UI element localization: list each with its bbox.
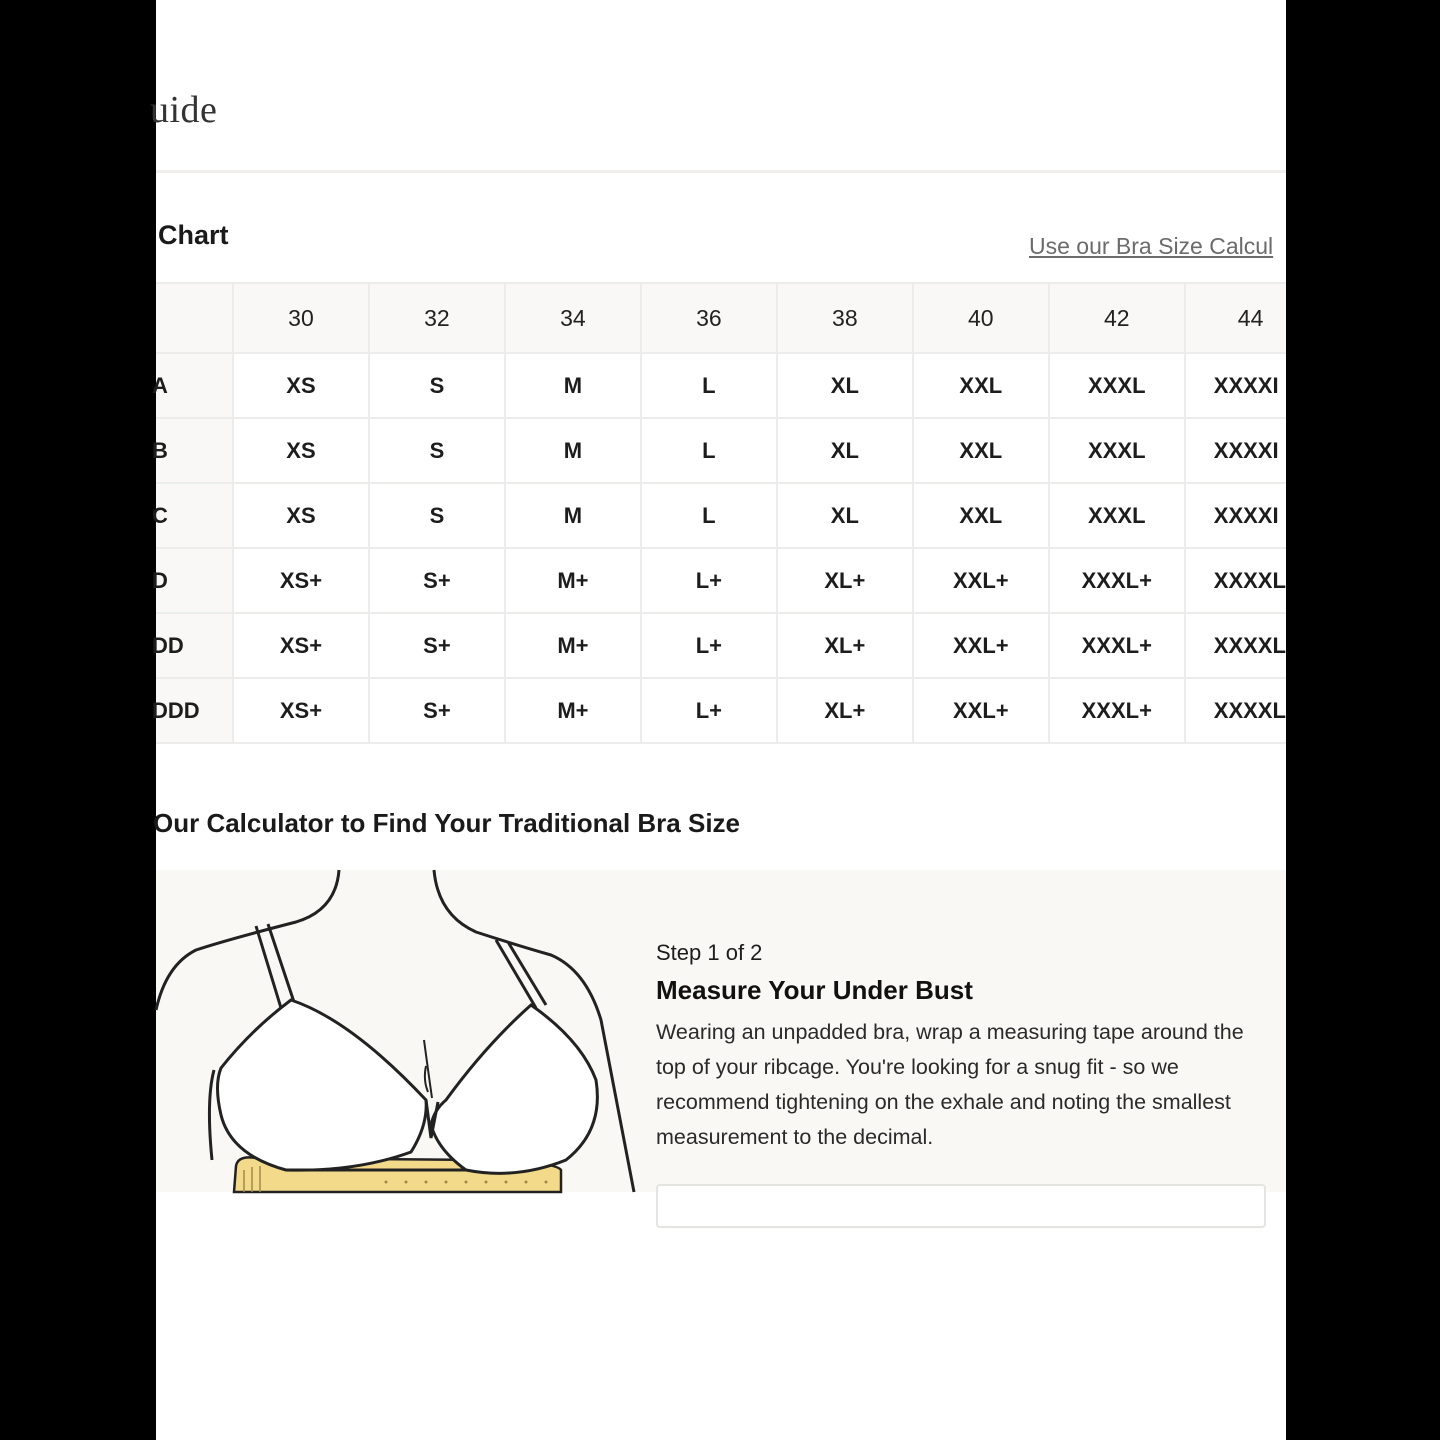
size-cell: S (369, 483, 505, 548)
band-size-header: 42 (1049, 283, 1185, 353)
table-row (156, 613, 1286, 678)
cup-size-label: DDD (156, 678, 233, 743)
size-cell: XXXXI (1185, 353, 1286, 418)
size-cell: XXXXL (1185, 678, 1286, 743)
size-cell: S+ (369, 678, 505, 743)
size-cell: XS+ (233, 613, 369, 678)
step-instructions: Wearing an unpadded bra, wrap a measuring tape around the top of your ribcage. You're looking for a snug fit - so we recommend tightening on the exhale and noting the smallest measurement to the decimal. (656, 1020, 1244, 1149)
size-cell: L (641, 353, 777, 418)
size-chart-heading: Chart (158, 220, 229, 250)
under-bust-measurement-input[interactable] (656, 1184, 1266, 1228)
size-cell: L (641, 483, 777, 548)
size-cell: XXXXL (1185, 613, 1286, 678)
cup-size-label: D (156, 548, 233, 613)
cup-size-label: A (156, 353, 233, 418)
band-size-header: 34 (505, 283, 641, 353)
size-cell: XXXL+ (1049, 678, 1185, 743)
size-cell: M+ (505, 548, 641, 613)
size-cell: XS+ (233, 678, 369, 743)
size-cell: XXXXI (1185, 418, 1286, 483)
bra-size-calculator-link[interactable]: Use our Bra Size Calcul (1029, 233, 1274, 259)
size-cell: XS (233, 353, 369, 418)
table-row (156, 353, 1286, 418)
size-cell: XS (233, 483, 369, 548)
table-row (156, 418, 1286, 483)
size-cell: L+ (641, 613, 777, 678)
size-cell: XXL (913, 353, 1049, 418)
bra-measurement-illustration-icon (156, 870, 646, 1192)
band-size-header: 44 (1185, 283, 1286, 353)
band-size-header: 40 (913, 283, 1049, 353)
size-cell: S (369, 353, 505, 418)
size-chart-table (152, 282, 1286, 744)
size-cell: XL+ (777, 613, 913, 678)
size-cell: XL (777, 418, 913, 483)
size-cell: M+ (505, 613, 641, 678)
size-cell: S (369, 418, 505, 483)
calculator-heading: Our Calculator to Find Your Traditional Bra Size (153, 808, 741, 838)
cup-size-label: DD (156, 613, 233, 678)
size-cell: M (505, 353, 641, 418)
step-title: Measure Your Under Bust (656, 975, 973, 1005)
size-cell: XXL+ (913, 548, 1049, 613)
size-cell: XXXL (1049, 483, 1185, 548)
table-row (156, 483, 1286, 548)
size-cell: XS (233, 418, 369, 483)
table-row (156, 678, 1286, 743)
size-cell: XXXL+ (1049, 548, 1185, 613)
size-cell: XL (777, 353, 913, 418)
size-cell: XXXL (1049, 418, 1185, 483)
cup-size-label: B (156, 418, 233, 483)
band-size-header-row (156, 283, 1286, 353)
size-cell: M+ (505, 678, 641, 743)
calculator-panel (156, 870, 1286, 1192)
size-cell: XXXL (1049, 353, 1185, 418)
size-cell: M (505, 418, 641, 483)
size-cell: XL+ (777, 678, 913, 743)
size-cell: S+ (369, 613, 505, 678)
size-cell: XXL (913, 483, 1049, 548)
size-cell: XL (777, 483, 913, 548)
header-divider (156, 170, 1286, 173)
band-size-header: 32 (369, 283, 505, 353)
step-label: Step 1 of 2 (656, 940, 763, 965)
band-size-header: 30 (233, 283, 369, 353)
size-cell: XXL+ (913, 678, 1049, 743)
size-cell: L+ (641, 548, 777, 613)
size-guide-page (150, 0, 1286, 1440)
size-cell: M (505, 483, 641, 548)
size-cell: L (641, 418, 777, 483)
cup-size-label: C (156, 483, 233, 548)
band-size-header: 38 (777, 283, 913, 353)
size-cell: XXXXI (1185, 483, 1286, 548)
size-cell: S+ (369, 548, 505, 613)
corner-cell (156, 283, 233, 353)
band-size-header: 36 (641, 283, 777, 353)
size-cell: L+ (641, 678, 777, 743)
size-cell: XS+ (233, 548, 369, 613)
page-title: uide (150, 89, 218, 131)
size-chart-body (152, 353, 1286, 743)
size-cell: XXXXL (1185, 548, 1286, 613)
size-cell: XXXL+ (1049, 613, 1185, 678)
table-row (156, 548, 1286, 613)
size-cell: XXL (913, 418, 1049, 483)
size-cell: XXL+ (913, 613, 1049, 678)
size-cell: XL+ (777, 548, 913, 613)
